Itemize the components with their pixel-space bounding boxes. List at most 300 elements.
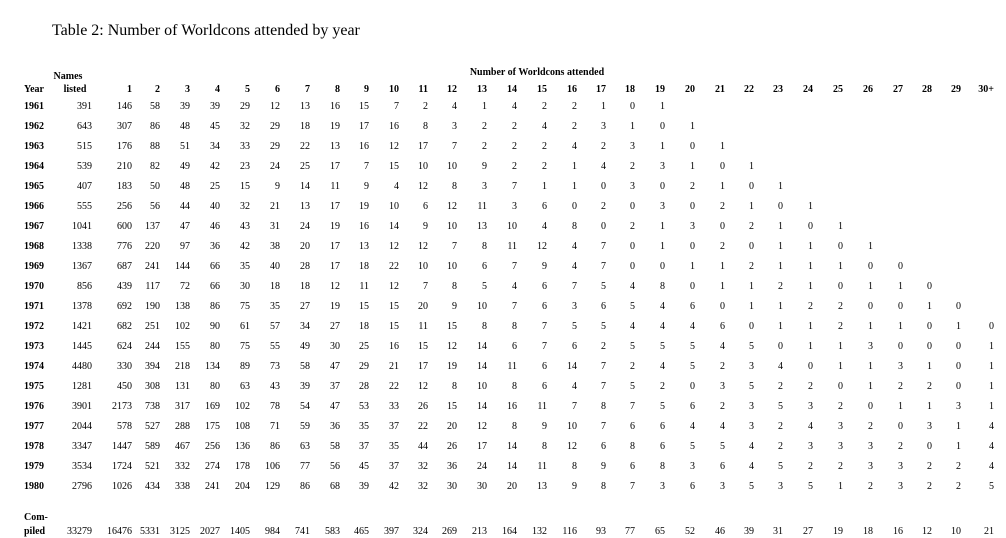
count-cell: 1	[838, 340, 843, 352]
count-header: 12	[447, 83, 457, 95]
year-cell: 1965	[24, 180, 44, 192]
compiled-count-cell: 583	[325, 525, 340, 537]
count-cell: 3	[778, 480, 783, 492]
count-header: 2	[155, 83, 160, 95]
count-cell: 78	[270, 400, 280, 412]
count-cell: 28	[359, 380, 369, 392]
count-cell: 33	[240, 140, 250, 152]
count-cell: 1	[572, 180, 577, 192]
names-cell: 555	[77, 200, 92, 212]
count-cell: 1	[868, 240, 873, 252]
count-cell: 42	[210, 160, 220, 172]
count-cell: 4	[630, 280, 635, 292]
count-cell: 7	[394, 100, 399, 112]
table-row	[22, 396, 994, 416]
count-cell: 37	[389, 460, 399, 472]
count-cell: 27	[330, 320, 340, 332]
table-row	[22, 316, 994, 336]
count-cell: 10	[418, 260, 428, 272]
count-cell: 1	[808, 340, 813, 352]
count-cell: 17	[330, 240, 340, 252]
count-cell	[873, 216, 903, 236]
count-cell: 467	[175, 440, 190, 452]
count-cell: 13	[330, 140, 340, 152]
count-cell	[813, 176, 843, 196]
count-cell: 10	[477, 300, 487, 312]
count-cell: 176	[117, 140, 132, 152]
count-cell: 10	[477, 380, 487, 392]
count-cell: 54	[300, 400, 310, 412]
year-cell: 1973	[24, 340, 44, 352]
count-cell: 17	[477, 440, 487, 452]
count-cell	[754, 156, 783, 176]
count-cell: 1	[749, 160, 754, 172]
count-cell: 3	[720, 380, 725, 392]
names-cell: 3901	[72, 400, 92, 412]
count-cell: 4	[660, 300, 665, 312]
count-cell: 23	[240, 160, 250, 172]
count-cell: 8	[660, 460, 665, 472]
count-cell: 5	[989, 480, 994, 492]
compiled-label-top: Com-	[24, 511, 48, 523]
count-cell: 0	[927, 320, 932, 332]
count-cell: 1	[690, 260, 695, 272]
count-cell	[961, 156, 994, 176]
count-header: 20	[685, 83, 695, 95]
count-cell: 178	[235, 460, 250, 472]
count-cell: 30	[447, 480, 457, 492]
names-header: listed	[63, 83, 87, 95]
count-cell: 256	[117, 200, 132, 212]
table-row	[22, 136, 994, 156]
count-cell	[961, 296, 994, 316]
compiled-count-cell: 16	[893, 525, 903, 537]
count-cell: 3	[898, 460, 903, 472]
count-cell: 8	[601, 480, 606, 492]
count-cell: 8	[482, 240, 487, 252]
count-cell	[961, 256, 994, 276]
count-cell	[754, 116, 783, 136]
count-cell: 7	[542, 340, 547, 352]
count-cell: 47	[330, 400, 340, 412]
count-cell: 0	[630, 240, 635, 252]
count-cell: 137	[145, 220, 160, 232]
count-cell: 63	[300, 440, 310, 452]
count-cell	[873, 116, 903, 136]
count-cell: 5	[720, 440, 725, 452]
count-cell: 434	[145, 480, 160, 492]
names-cell: 856	[77, 280, 92, 292]
count-cell: 5	[778, 460, 783, 472]
count-cell: 1	[808, 200, 813, 212]
count-cell: 9	[542, 260, 547, 272]
count-cell: 3	[482, 180, 487, 192]
count-cell: 19	[330, 300, 340, 312]
count-cell: 7	[512, 260, 517, 272]
compiled-count-cell: 984	[265, 525, 280, 537]
count-cell: 13	[359, 240, 369, 252]
count-cell: 51	[180, 140, 190, 152]
count-cell: 19	[359, 200, 369, 212]
count-cell: 9	[452, 300, 457, 312]
count-cell: 86	[210, 300, 220, 312]
count-cell: 0	[720, 160, 725, 172]
count-cell: 0	[927, 280, 932, 292]
count-cell: 1	[838, 220, 843, 232]
count-cell: 102	[175, 320, 190, 332]
count-cell: 48	[180, 120, 190, 132]
count-cell: 3	[630, 180, 635, 192]
count-cell: 1	[778, 220, 783, 232]
count-cell: 3	[749, 360, 754, 372]
count-cell: 13	[300, 100, 310, 112]
compiled-count-cell: 741	[295, 525, 310, 537]
count-cell: 1	[838, 360, 843, 372]
compiled-label-bottom: piled	[24, 525, 46, 537]
names-cell: 407	[77, 180, 92, 192]
count-cell: 39	[359, 480, 369, 492]
count-cell: 0	[868, 400, 873, 412]
count-cell: 3	[660, 160, 665, 172]
count-header: 13	[477, 83, 487, 95]
table-row	[22, 276, 994, 296]
count-cell: 25	[210, 180, 220, 192]
count-cell	[725, 136, 754, 156]
count-cell: 3	[630, 140, 635, 152]
count-cell: 4	[660, 360, 665, 372]
count-cell: 5	[690, 360, 695, 372]
count-cell: 32	[240, 120, 250, 132]
count-cell: 10	[507, 220, 517, 232]
count-cell: 0	[989, 320, 994, 332]
count-cell: 4	[630, 320, 635, 332]
count-cell: 50	[150, 180, 160, 192]
count-cell: 1	[838, 260, 843, 272]
count-cell: 175	[205, 420, 220, 432]
compiled-count-cell: 21	[984, 525, 994, 537]
count-cell: 44	[418, 440, 428, 452]
count-cell: 3	[808, 440, 813, 452]
count-cell: 33	[389, 400, 399, 412]
count-cell: 527	[145, 420, 160, 432]
count-cell: 439	[117, 280, 132, 292]
count-cell	[903, 116, 932, 136]
count-cell: 0	[898, 300, 903, 312]
count-cell: 6	[690, 480, 695, 492]
count-cell: 75	[240, 300, 250, 312]
compiled-count-cell: 12	[922, 525, 932, 537]
count-cell: 3	[720, 480, 725, 492]
count-cell: 7	[423, 280, 428, 292]
count-cell	[813, 116, 843, 136]
count-cell: 521	[145, 460, 160, 472]
count-cell: 5	[749, 340, 754, 352]
count-cell: 3	[868, 440, 873, 452]
count-cell: 2	[601, 340, 606, 352]
count-cell: 2	[690, 180, 695, 192]
count-cell: 0	[838, 380, 843, 392]
count-cell: 0	[838, 280, 843, 292]
count-cell: 2	[808, 380, 813, 392]
count-cell: 241	[205, 480, 220, 492]
count-cell: 16	[507, 400, 517, 412]
count-cell: 9	[423, 220, 428, 232]
compiled-count-cell: 164	[502, 525, 517, 537]
count-cell: 28	[300, 260, 310, 272]
count-cell: 17	[330, 200, 340, 212]
count-cell: 1	[808, 320, 813, 332]
year-cell: 1966	[24, 200, 44, 212]
count-cell: 29	[270, 120, 280, 132]
count-cell: 2	[572, 120, 577, 132]
count-cell: 8	[512, 320, 517, 332]
count-cell: 3	[898, 360, 903, 372]
count-cell: 2	[927, 460, 932, 472]
count-cell: 12	[389, 240, 399, 252]
count-cell: 15	[389, 320, 399, 332]
count-cell: 307	[117, 120, 132, 132]
count-cell: 1	[927, 400, 932, 412]
count-cell: 308	[145, 380, 160, 392]
count-cell: 6	[542, 300, 547, 312]
count-cell: 220	[145, 240, 160, 252]
count-cell: 4	[989, 420, 994, 432]
count-cell: 12	[389, 140, 399, 152]
count-cell: 3	[808, 400, 813, 412]
count-cell	[903, 176, 932, 196]
count-cell: 1	[808, 280, 813, 292]
count-cell	[873, 136, 903, 156]
count-cell: 2	[601, 140, 606, 152]
count-cell: 0	[572, 200, 577, 212]
count-cell: 288	[175, 420, 190, 432]
count-cell: 7	[452, 240, 457, 252]
count-header: 8	[335, 83, 340, 95]
count-cell: 2	[868, 420, 873, 432]
compiled-count-cell: 39	[744, 525, 754, 537]
count-cell: 26	[447, 440, 457, 452]
count-cell	[903, 196, 932, 216]
count-cell: 578	[117, 420, 132, 432]
count-cell: 317	[175, 400, 190, 412]
names-cell: 1421	[72, 320, 92, 332]
count-cell: 0	[927, 340, 932, 352]
count-cell: 5	[601, 280, 606, 292]
year-header: Year	[24, 83, 44, 95]
count-header: 5	[245, 83, 250, 95]
count-cell: 1	[749, 280, 754, 292]
table-row	[22, 116, 994, 136]
count-cell: 48	[180, 180, 190, 192]
names-cell: 515	[77, 140, 92, 152]
count-cell: 8	[601, 400, 606, 412]
count-cell: 0	[630, 260, 635, 272]
count-cell: 3	[868, 340, 873, 352]
count-cell	[961, 196, 994, 216]
count-cell: 6	[660, 440, 665, 452]
count-cell: 25	[300, 160, 310, 172]
compiled-count-cell: 116	[562, 525, 577, 537]
count-cell: 49	[180, 160, 190, 172]
count-cell: 1	[778, 260, 783, 272]
table-row	[22, 376, 994, 396]
count-cell: 4	[720, 420, 725, 432]
count-cell: 9	[542, 420, 547, 432]
count-cell: 45	[359, 460, 369, 472]
count-cell: 0	[690, 140, 695, 152]
count-cell: 2	[898, 440, 903, 452]
table-row	[22, 96, 994, 116]
count-cell: 7	[572, 400, 577, 412]
count-cell	[873, 236, 903, 256]
count-cell: 338	[175, 480, 190, 492]
count-cell: 24	[300, 220, 310, 232]
count-cell: 0	[956, 380, 961, 392]
count-cell: 25	[359, 340, 369, 352]
count-cell	[961, 236, 994, 256]
count-cell: 72	[180, 280, 190, 292]
count-cell	[665, 96, 695, 116]
count-cell	[932, 216, 961, 236]
count-cell: 183	[117, 180, 132, 192]
count-cell: 0	[956, 300, 961, 312]
count-cell: 6	[601, 440, 606, 452]
count-cell: 63	[240, 380, 250, 392]
count-cell: 0	[838, 240, 843, 252]
count-cell	[873, 96, 903, 116]
count-cell: 12	[418, 180, 428, 192]
count-cell: 2	[927, 480, 932, 492]
count-cell: 2	[778, 420, 783, 432]
year-cell: 1961	[24, 100, 44, 112]
count-cell: 31	[270, 220, 280, 232]
count-cell: 13	[537, 480, 547, 492]
count-cell: 1724	[112, 460, 132, 472]
count-cell: 6	[630, 420, 635, 432]
count-cell: 9	[364, 180, 369, 192]
count-cell: 18	[300, 120, 310, 132]
count-cell: 134	[205, 360, 220, 372]
count-cell: 117	[145, 280, 160, 292]
count-cell: 4	[572, 140, 577, 152]
count-cell: 1	[720, 260, 725, 272]
count-cell	[903, 136, 932, 156]
year-cell: 1978	[24, 440, 44, 452]
compiled-count-cell: 93	[596, 525, 606, 537]
count-cell: 5	[630, 380, 635, 392]
count-cell: 5	[572, 320, 577, 332]
count-cell	[903, 256, 932, 276]
count-header: 18	[625, 83, 635, 95]
count-cell: 5	[601, 320, 606, 332]
count-cell: 30	[330, 340, 340, 352]
count-header: 19	[655, 83, 665, 95]
count-cell: 12	[537, 240, 547, 252]
count-cell: 0	[749, 320, 754, 332]
count-cell: 15	[389, 160, 399, 172]
count-cell: 21	[270, 200, 280, 212]
count-cell: 1	[868, 280, 873, 292]
count-cell: 5	[630, 340, 635, 352]
year-cell: 1975	[24, 380, 44, 392]
count-cell: 16	[389, 340, 399, 352]
count-cell: 14	[477, 360, 487, 372]
count-cell: 35	[389, 440, 399, 452]
count-header: 11	[418, 83, 428, 95]
count-header: 16	[567, 83, 577, 95]
count-cell	[932, 156, 961, 176]
count-cell: 47	[330, 360, 340, 372]
count-header: 29	[951, 83, 961, 95]
count-cell: 2	[630, 220, 635, 232]
count-cell: 8	[452, 280, 457, 292]
names-cell: 1338	[72, 240, 92, 252]
compiled-count-cell: 213	[472, 525, 487, 537]
count-cell: 6	[601, 300, 606, 312]
count-cell	[783, 116, 813, 136]
count-cell: 0	[956, 360, 961, 372]
count-cell: 146	[117, 100, 132, 112]
count-cell: 241	[145, 260, 160, 272]
count-cell	[843, 156, 873, 176]
count-cell	[725, 96, 754, 116]
count-cell: 1	[482, 100, 487, 112]
count-cell: 2	[542, 100, 547, 112]
table-row	[22, 236, 994, 256]
count-cell: 15	[240, 180, 250, 192]
count-cell: 68	[330, 480, 340, 492]
count-cell: 36	[210, 240, 220, 252]
count-cell: 38	[270, 240, 280, 252]
count-cell: 32	[240, 200, 250, 212]
compiled-count-cell: 397	[384, 525, 399, 537]
count-cell: 2	[482, 140, 487, 152]
count-cell: 0	[690, 200, 695, 212]
count-cell: 12	[567, 440, 577, 452]
count-header: 24	[803, 83, 813, 95]
compiled-count-cell: 132	[532, 525, 547, 537]
count-cell: 40	[210, 200, 220, 212]
count-cell: 6	[572, 340, 577, 352]
count-cell: 3	[690, 220, 695, 232]
count-cell: 4	[394, 180, 399, 192]
count-cell: 37	[359, 440, 369, 452]
compiled-count-cell: 27	[803, 525, 813, 537]
count-cell: 15	[418, 340, 428, 352]
count-cell: 2	[778, 380, 783, 392]
count-cell: 2173	[112, 400, 132, 412]
count-cell: 3	[927, 420, 932, 432]
count-cell: 43	[240, 220, 250, 232]
count-cell: 8	[423, 120, 428, 132]
count-cell: 89	[240, 360, 250, 372]
count-cell: 7	[512, 300, 517, 312]
count-cell: 2	[482, 120, 487, 132]
count-cell: 4	[749, 440, 754, 452]
count-cell: 624	[117, 340, 132, 352]
count-header: 4	[215, 83, 220, 95]
count-cell: 2	[956, 480, 961, 492]
count-cell: 1447	[112, 440, 132, 452]
names-cell: 643	[77, 120, 92, 132]
count-cell: 12	[477, 420, 487, 432]
count-cell: 136	[235, 440, 250, 452]
count-cell: 0	[749, 240, 754, 252]
count-header: 10	[389, 83, 399, 95]
count-cell: 1	[778, 180, 783, 192]
count-cell: 1	[542, 180, 547, 192]
count-cell: 11	[359, 280, 369, 292]
